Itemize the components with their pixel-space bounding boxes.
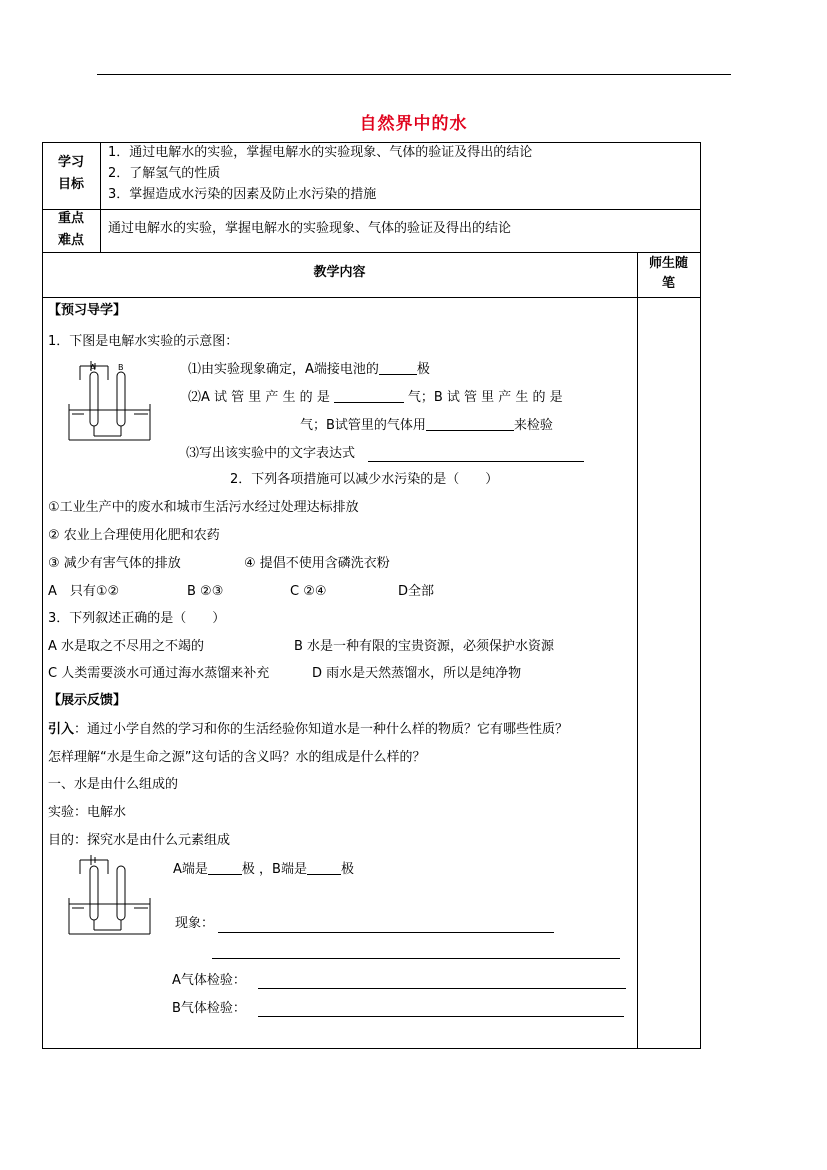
preview-heading: 【预习导学】 <box>48 303 127 318</box>
phenomenon-blank <box>218 932 554 933</box>
gas-a-blank <box>258 988 626 989</box>
q1-intro: 1．下图是电解水实验的示意图： <box>48 334 239 349</box>
page-title: 自然界中的水 <box>359 114 468 134</box>
q3-choice: B 水是一种有限的宝贵资源，必须保护水资源 <box>294 639 555 654</box>
q1-part-b-line1: ⑵A 试 管 里 产 生 的 是 气；B 试 管 里 产 生 的 是 <box>188 390 563 405</box>
key-points-label: 重点 难点 <box>57 211 84 248</box>
q2-choice: D全部 <box>398 584 435 599</box>
svg-text:B: B <box>118 363 124 372</box>
header-rule <box>97 74 731 75</box>
q3-question: 3．下列叙述正确的是（ ） <box>48 611 226 626</box>
q2-option: ③ 减少有害气体的排放 <box>48 556 181 571</box>
q2-option: ② 农业上合理使用化肥和农药 <box>48 528 220 543</box>
q2-choice: A 只有①② <box>48 584 120 599</box>
svg-text:A: A <box>90 363 96 372</box>
content-header: 教学内容 <box>313 265 366 280</box>
phenomenon-label: 现象： <box>175 916 215 931</box>
q2-choice: C ②④ <box>290 584 327 599</box>
q1-part-a: ⑴由实验现象确定，A端接电池的 极 <box>188 362 430 377</box>
q1-answer-blank <box>368 461 584 462</box>
q2-question: 2．下列各项措施可以减少水污染的是（ ） <box>230 472 499 487</box>
q1-part-c: ⑶写出该实验中的文字表达式 <box>186 446 356 461</box>
intro-line-1: 引入：通过小学自然的学习和你的生活经验你知道水是一种什么样的物质？它有哪些性质？ <box>48 722 569 737</box>
q3-choice: A 水是取之不尽用之不竭的 <box>48 639 205 654</box>
phenomenon-blank <box>212 958 620 959</box>
section-heading: 一、水是由什么组成的 <box>48 777 179 792</box>
q3-choice: C 人类需要淡水可通过海水蒸馏来补充 <box>48 666 270 681</box>
q2-choice: B ②③ <box>187 584 224 599</box>
experiment-label: 实验：电解水 <box>48 805 127 820</box>
gas-b-blank <box>258 1016 624 1017</box>
q3-choice: D 雨水是天然蒸馏水，所以是纯净物 <box>312 666 522 681</box>
electrode-ends: A端是 极 ，B端是 极 <box>173 862 354 877</box>
electrolysis-apparatus-diagram <box>64 852 160 938</box>
feedback-heading: 【展示反馈】 <box>48 693 127 708</box>
key-points-text: 通过电解水的实验，掌握电解水的实验现象、气体的验证及得出的结论 <box>108 221 512 236</box>
q2-option: ①工业生产中的废水和城市生活污水经过处理达标排放 <box>48 500 359 515</box>
objective-item: 2．了解氢气的性质 <box>108 166 221 181</box>
objective-item: 3．掌握造成水污染的因素及防止水污染的措施 <box>108 187 377 202</box>
objective-item: 1．通过电解水的实验，掌握电解水的实验现象、气体的验证及得出的结论 <box>108 145 533 160</box>
electrolysis-apparatus-diagram <box>64 358 160 444</box>
notes-header: 师生随 笔 <box>648 256 688 291</box>
q2-option: ④ 提倡不使用含磷洗衣粉 <box>244 556 390 571</box>
intro-line-2: 怎样理解“水是生命之源”这句话的含义吗？水的组成是什么样的？ <box>48 750 426 765</box>
gas-b-label: B气体检验： <box>172 1001 246 1016</box>
q1-part-b-line2: 气；B试管里的气体用 来检验 <box>300 418 553 433</box>
purpose-label: 目的：探究水是由什么元素组成 <box>48 833 231 848</box>
objectives-label: 学习 目标 <box>57 155 84 192</box>
gas-a-label: A气体检验： <box>172 973 246 988</box>
